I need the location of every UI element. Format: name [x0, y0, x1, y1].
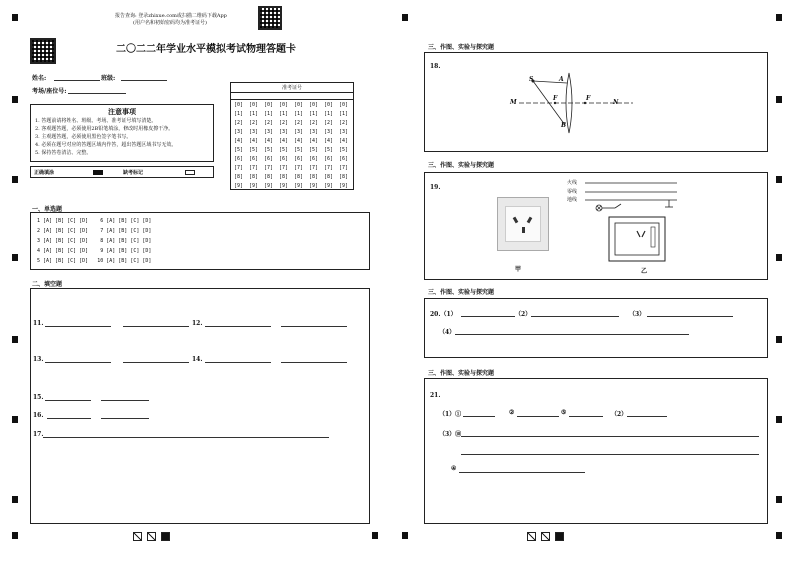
focus-left-label: F — [553, 95, 558, 102]
focus-right-label: F — [586, 95, 591, 102]
exam-id-digit-bubble[interactable]: [6] — [339, 156, 349, 162]
choice-row[interactable]: 5 [A] [B] [C] [D] 10 [A] [B] [C] [D] — [37, 258, 152, 264]
note-item: 3. 主观题答题，必须使用黑色签字笔书写。 — [35, 134, 132, 140]
timing-mark — [12, 532, 18, 539]
section-fill-in-title: 二、填空题 — [32, 281, 63, 288]
exam-id-digit-bubble[interactable]: [9] — [309, 183, 319, 189]
q20-box — [424, 298, 768, 358]
exam-id-digit-bubble[interactable]: [3] — [264, 129, 274, 135]
answer-line[interactable] — [101, 418, 149, 419]
exam-id-digit-bubble[interactable]: [5] — [339, 147, 349, 153]
answer-line[interactable] — [647, 316, 733, 317]
exam-id-digit-bubble[interactable]: [6] — [309, 156, 319, 162]
exam-id-digit-bubble[interactable]: [0] — [324, 102, 334, 108]
page-code-mark — [555, 532, 564, 541]
exam-id-digit-bubble[interactable]: [9] — [324, 183, 334, 189]
exam-id-digit-bubble[interactable]: [5] — [309, 147, 319, 153]
answer-line[interactable] — [43, 437, 329, 438]
answer-line[interactable] — [123, 326, 189, 327]
exam-id-digit-bubble[interactable]: [3] — [309, 129, 319, 135]
exam-id-digit-bubble[interactable]: [4] — [279, 138, 289, 144]
exam-id-digit-bubble[interactable]: [4] — [234, 138, 244, 144]
choice-row[interactable]: 4 [A] [B] [C] [D] 9 [A] [B] [C] [D] — [37, 248, 152, 254]
q21-label: 21. — [430, 392, 441, 399]
exam-id-digit-bubble[interactable]: [3] — [234, 129, 244, 135]
answer-line[interactable] — [461, 316, 515, 317]
page-code-mark — [133, 532, 142, 541]
exam-id-digit-bubble[interactable]: [0] — [264, 102, 274, 108]
exam-id-digit-bubble[interactable]: [2] — [339, 120, 349, 126]
answer-line[interactable] — [463, 416, 495, 417]
exam-id-digit-bubble[interactable]: [4] — [324, 138, 334, 144]
answer-line[interactable] — [531, 316, 619, 317]
answer-line[interactable] — [281, 326, 347, 327]
exam-id-digit-bubble[interactable]: [8] — [249, 174, 259, 180]
answer-line[interactable] — [45, 400, 91, 401]
filled-box-icon — [93, 170, 103, 175]
header-notice: 报告查询: 登录zhixue.com或扫描二维码下载App — [115, 13, 227, 19]
exam-id-digit-bubble[interactable]: [6] — [294, 156, 304, 162]
exam-id-digit-bubble[interactable]: [3] — [324, 129, 334, 135]
exam-id-digit-bubble[interactable]: [0] — [309, 102, 319, 108]
exam-id-digit-bubble[interactable]: [1] — [264, 111, 274, 117]
fill-legend — [30, 166, 214, 178]
timing-mark — [776, 416, 782, 423]
choice-row[interactable]: 2 [A] [B] [C] [D] 7 [A] [B] [C] [D] — [37, 228, 152, 234]
exam-id-digit-bubble[interactable]: [8] — [264, 174, 274, 180]
exam-id-digit-bubble[interactable]: [3] — [249, 129, 259, 135]
q18-label: 18. — [430, 63, 441, 70]
answer-line[interactable] — [47, 418, 91, 419]
page-code-mark — [527, 532, 536, 541]
exam-id-digit-bubble[interactable]: [4] — [249, 138, 259, 144]
q14-label: 14. — [192, 356, 203, 363]
exam-id-column — [234, 101, 243, 191]
timing-mark — [12, 336, 18, 343]
exam-id-digit-bubble[interactable]: [1] — [324, 111, 334, 117]
answer-line[interactable] — [569, 416, 603, 417]
page-code-mark — [161, 532, 170, 541]
exam-id-digit-bubble[interactable]: [0] — [294, 102, 304, 108]
timing-mark — [12, 96, 18, 103]
point-a-label: A — [559, 76, 564, 83]
point-m-label: M — [510, 99, 517, 106]
exam-id-digit-bubble[interactable]: [1] — [309, 111, 319, 117]
fire-line-label: 火线 — [567, 180, 578, 186]
timing-mark — [776, 96, 782, 103]
absent-mark-label: 缺考标记 — [123, 170, 144, 176]
exam-id-digit-bubble[interactable]: [5] — [324, 147, 334, 153]
q20-part3-label: （3） — [629, 311, 646, 318]
timing-mark — [12, 416, 18, 423]
q17-label: 17. — [33, 431, 44, 438]
q20-label: 20.（1） — [430, 311, 457, 318]
answer-line[interactable] — [459, 472, 585, 473]
exam-id-digit-bubble[interactable]: [0] — [234, 102, 244, 108]
timing-mark — [776, 176, 782, 183]
answer-line[interactable] — [45, 326, 111, 327]
exam-id-digit-bubble[interactable]: [1] — [294, 111, 304, 117]
point-b-label: B — [561, 122, 567, 129]
exam-id-digit-bubble[interactable]: [4] — [309, 138, 319, 144]
exam-id-digit-bubble[interactable]: [5] — [249, 147, 259, 153]
exam-id-digit-bubble[interactable]: [9] — [339, 183, 349, 189]
exam-id-digit-bubble[interactable]: [8] — [309, 174, 319, 180]
section-title: 三、作图、实验与探究题 — [428, 162, 495, 169]
q21-part1c-label: ⑤ — [561, 409, 567, 416]
note-item: 5. 保持答卷清洁、完整。 — [35, 150, 92, 156]
q21-part2-label: （2） — [611, 411, 628, 418]
exam-id-digit-bubble[interactable]: [8] — [279, 174, 289, 180]
exam-id-digit-bubble[interactable]: [6] — [249, 156, 259, 162]
answer-line[interactable] — [281, 362, 347, 363]
answer-line[interactable] — [455, 334, 689, 335]
timing-mark — [12, 176, 18, 183]
exam-id-column — [324, 101, 333, 191]
notes-box — [30, 104, 214, 162]
exam-id-digit-bubble[interactable]: [7] — [294, 165, 304, 171]
q13-label: 13. — [33, 356, 44, 363]
zero-line-label: 零线 — [567, 189, 578, 195]
exam-id-digit-bubble[interactable]: [0] — [339, 102, 349, 108]
timing-mark — [776, 532, 782, 539]
q19-box — [424, 172, 768, 280]
choice-row[interactable]: 3 [A] [B] [C] [D] 8 [A] [B] [C] [D] — [37, 238, 152, 244]
timing-mark — [12, 14, 18, 21]
answer-line[interactable] — [205, 362, 271, 363]
q20-part2-label: （2） — [515, 311, 532, 318]
exam-id-digit-bubble[interactable]: [2] — [264, 120, 274, 126]
exam-id-digit-bubble[interactable]: [6] — [234, 156, 244, 162]
figure-yi-label: 乙 — [641, 268, 648, 275]
note-item: 1. 答题前请将姓名、班级、考场、准考证号填写清楚。 — [35, 118, 157, 124]
exam-id-digit-bubble[interactable]: [5] — [294, 147, 304, 153]
q11-label: 11. — [33, 320, 44, 327]
socket-photo — [497, 197, 549, 251]
ground-line-label: 地线 — [567, 197, 578, 203]
exam-id-digit-bubble[interactable]: [0] — [279, 102, 289, 108]
answer-line[interactable] — [517, 416, 559, 417]
exam-id-column — [264, 101, 273, 191]
lens-diagram — [505, 69, 645, 139]
timing-mark — [776, 14, 782, 21]
q21-part1-label: （1）① — [439, 411, 462, 418]
page-title: 二〇二二年学业水平模拟考试物理答题卡 — [116, 44, 296, 55]
answer-line[interactable] — [45, 362, 111, 363]
section-single-choice-title: 一、单选题 — [32, 206, 63, 213]
section-title: 三、作图、实验与探究题 — [428, 44, 495, 51]
timing-mark — [776, 336, 782, 343]
exam-id-digit-bubble[interactable]: [9] — [279, 183, 289, 189]
exam-id-digit-bubble[interactable]: [1] — [339, 111, 349, 117]
exam-id-digit-bubble[interactable]: [8] — [339, 174, 349, 180]
exam-id-digit-bubble[interactable]: [1] — [249, 111, 259, 117]
timing-mark — [12, 254, 18, 261]
answer-line[interactable] — [461, 436, 759, 437]
exam-id-title: 准考证号 — [281, 85, 302, 91]
exam-id-digit-bubble[interactable]: [8] — [234, 174, 244, 180]
exam-id-digit-bubble[interactable]: [2] — [324, 120, 334, 126]
exam-id-digit-bubble[interactable]: [7] — [234, 165, 244, 171]
exam-id-digit-bubble[interactable]: [6] — [279, 156, 289, 162]
exam-id-digit-bubble[interactable]: [6] — [324, 156, 334, 162]
exam-id-digit-bubble[interactable]: [9] — [264, 183, 274, 189]
q16-label: 16. — [33, 412, 44, 419]
exam-id-digit-bubble[interactable]: [9] — [249, 183, 259, 189]
timing-mark — [776, 496, 782, 503]
exam-id-digit-bubble[interactable]: [5] — [264, 147, 274, 153]
timing-mark — [402, 14, 408, 21]
point-s-label: S — [529, 76, 534, 83]
exam-id-digit-bubble[interactable]: [2] — [279, 120, 289, 126]
note-item: 2. 客观题答题，必须使用2B铅笔填涂，修改时用橡皮擦干净。 — [35, 126, 174, 132]
notes-title: 注意事项 — [108, 107, 136, 116]
exam-id-digit-bubble[interactable]: [1] — [279, 111, 289, 117]
header-notice-sub: (用户名和初始密码均为准考证号) — [133, 20, 207, 26]
q21-box — [424, 378, 768, 524]
exam-id-box — [230, 82, 354, 190]
exam-id-digit-bubble[interactable]: [7] — [324, 165, 334, 171]
exam-id-digit-bubble[interactable]: [9] — [294, 183, 304, 189]
timing-mark — [402, 532, 408, 539]
timing-mark — [776, 254, 782, 261]
answer-line[interactable] — [461, 454, 759, 455]
choice-row[interactable]: 1 [A] [B] [C] [D] 6 [A] [B] [C] [D] — [37, 218, 152, 224]
page-code-mark — [541, 532, 550, 541]
q20-part4-label: （4） — [439, 329, 456, 336]
q15-label: 15. — [33, 394, 44, 401]
timing-mark — [372, 532, 378, 539]
single-choice-box — [30, 212, 370, 270]
exam-id-digit-bubble[interactable]: [7] — [249, 165, 259, 171]
room-field[interactable] — [68, 93, 126, 94]
exam-id-digit-bubble[interactable]: [2] — [309, 120, 319, 126]
correct-fill-label: 正确填涂 — [34, 170, 55, 176]
exam-id-digit-bubble[interactable]: [6] — [264, 156, 274, 162]
exam-id-column — [339, 101, 348, 191]
exam-id-digit-bubble[interactable]: [5] — [279, 147, 289, 153]
exam-id-digit-bubble[interactable]: [9] — [234, 183, 244, 189]
exam-id-digit-bubble[interactable]: [0] — [249, 102, 259, 108]
answer-line[interactable] — [123, 362, 189, 363]
exam-id-digit-bubble[interactable]: [3] — [294, 129, 304, 135]
point-n-label: N — [613, 99, 619, 106]
exam-id-digit-bubble[interactable]: [7] — [339, 165, 349, 171]
name-label: 姓名: — [32, 75, 47, 82]
exam-id-digit-bubble[interactable]: [7] — [279, 165, 289, 171]
q21-part3-label: （3）⑩ — [439, 431, 462, 438]
room-label: 考场/座位号: — [32, 88, 67, 95]
section-title: 三、作图、实验与探究题 — [428, 289, 495, 296]
section-title: 三、作图、实验与探究题 — [428, 370, 495, 377]
class-label: 班级: — [101, 75, 116, 82]
exam-id-digit-bubble[interactable]: [2] — [234, 120, 244, 126]
exam-id-digit-bubble[interactable]: [3] — [279, 129, 289, 135]
answer-line[interactable] — [205, 326, 271, 327]
timing-mark — [12, 496, 18, 503]
exam-id-digit-bubble[interactable]: [7] — [309, 165, 319, 171]
exam-id-digit-bubble[interactable]: [5] — [234, 147, 244, 153]
exam-id-digit-bubble[interactable]: [2] — [294, 120, 304, 126]
exam-id-column — [249, 101, 258, 191]
exam-id-digit-bubble[interactable]: [4] — [339, 138, 349, 144]
exam-id-column — [279, 101, 288, 191]
note-item: 4. 必须在题号对应的答题区域内作答，超出答题区域书写无效。 — [35, 142, 177, 148]
page-code-mark — [147, 532, 156, 541]
exam-id-digit-bubble[interactable]: [1] — [234, 111, 244, 117]
exam-id-digit-bubble[interactable]: [4] — [264, 138, 274, 144]
answer-line[interactable] — [101, 400, 149, 401]
q21-part1b-label: ② — [509, 409, 515, 416]
qr-code-icon — [30, 38, 56, 64]
exam-id-digit-bubble[interactable]: [8] — [324, 174, 334, 180]
exam-id-column — [294, 101, 303, 191]
exam-id-digit-bubble[interactable]: [7] — [264, 165, 274, 171]
absent-checkbox[interactable] — [185, 170, 195, 175]
q21-part4-label: ④ — [451, 465, 457, 472]
exam-id-digit-bubble[interactable]: [4] — [294, 138, 304, 144]
q19-label: 19. — [430, 184, 441, 191]
class-field[interactable] — [121, 80, 167, 81]
circuit-diagram — [585, 179, 685, 265]
exam-id-digit-bubble[interactable]: [2] — [249, 120, 259, 126]
exam-id-column — [309, 101, 318, 191]
exam-id-digit-bubble[interactable]: [8] — [294, 174, 304, 180]
exam-id-digit-bubble[interactable]: [3] — [339, 129, 349, 135]
name-field[interactable] — [54, 80, 100, 81]
figure-jia-label: 甲 — [515, 266, 522, 273]
q18-box — [424, 52, 768, 152]
q12-label: 12. — [192, 320, 203, 327]
answer-line[interactable] — [627, 416, 667, 417]
fill-in-box — [30, 288, 370, 524]
qr-code-icon — [258, 6, 282, 30]
